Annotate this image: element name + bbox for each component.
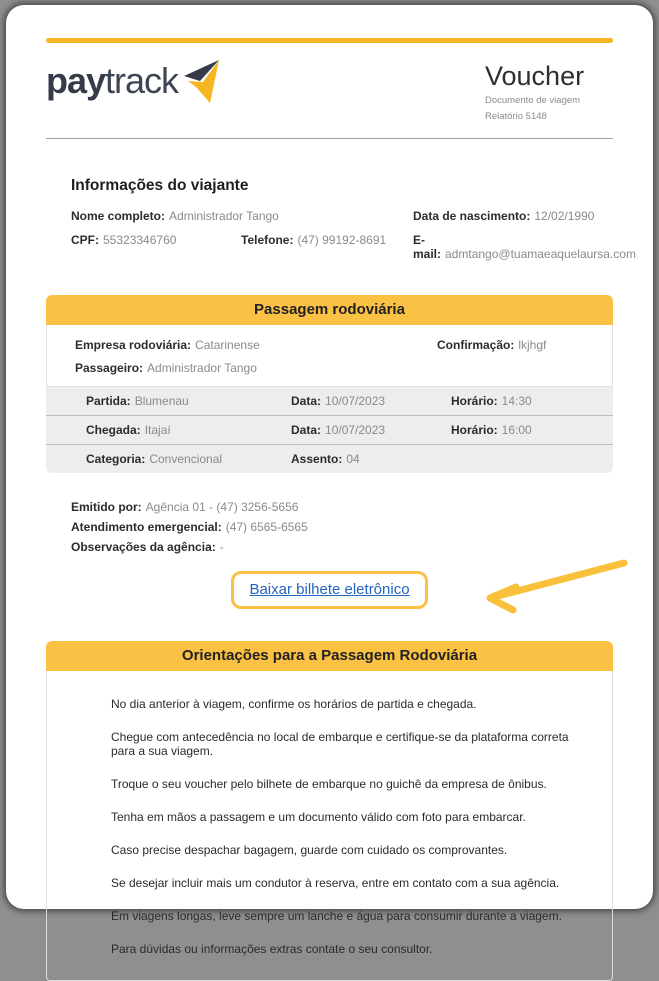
guidelines-section-header: Orientações para a Passagem Rodoviária [46,641,613,671]
seat-value: 04 [346,452,360,466]
bus-company-field [75,338,437,352]
departure-date-label: Data: [291,394,322,408]
logo-pay: pay [46,60,106,101]
guidelines-body [46,671,613,981]
guideline-item: Se desejar incluir mais um condutor à reserva, entre em contato com a sua agência. [111,876,560,890]
seat-field [291,452,451,466]
issuer-info-block [71,497,613,557]
arrival-date-field [291,423,451,437]
guideline-item: Caso precise despachar bagagem, guarde com cuidado os comprovantes. [111,843,508,857]
paytrack-logo [46,59,221,110]
paytrack-logo-text [46,59,178,103]
empty-cell [451,452,613,466]
guideline-item: Para dúvidas ou informações extras contate o seu consultor. [111,942,433,956]
departure-time-field [451,394,613,408]
phone-label: Telefone: [241,233,294,247]
traveler-name-field [71,209,413,223]
departure-value: Blumenau [134,394,189,408]
issued-by-label: Emitido por: [71,500,142,514]
ticket-section-header: Passagem rodoviária [46,295,613,325]
trip-details-table [46,387,613,473]
emergency-label: Atendimento emergencial: [71,520,222,534]
download-ticket-link[interactable]: Baixar bilhete eletrônico [249,581,410,598]
departure-label: Partida: [86,394,131,408]
voucher-card [6,5,653,956]
arrival-value: Itajaí [144,423,171,437]
arrival-date-label: Data: [291,423,322,437]
departure-time-value: 14:30 [501,394,532,408]
guideline-item: Tenha em mãos a passagem e um documento válido com foto para embarcar. [111,810,526,824]
category-label: Categoria: [86,452,146,466]
logo-track: track [105,60,179,101]
email-field [413,233,636,261]
table-row-arrival [46,415,613,444]
header-divider [46,138,613,139]
ticket-info-row [75,338,612,352]
confirmation-label: Confirmação: [437,338,515,352]
voucher-subtitle: Documento de viagem [485,95,581,106]
category-field [86,452,291,466]
arrival-time-field [451,423,613,437]
cpf-value: 55323346760 [103,233,177,247]
email-label: E-mail: [413,233,442,261]
passenger-field [75,361,612,375]
accent-rule [46,38,613,43]
download-ticket-button[interactable] [231,571,427,609]
page-header [46,59,613,122]
cpf-label: CPF: [71,233,99,247]
seat-label: Assento: [291,452,343,466]
phone-value: (47) 99192-8691 [297,233,387,247]
arrival-label: Chegada: [86,423,141,437]
table-row-departure [46,387,613,415]
voucher-header-block [485,61,613,122]
arrival-time-label: Horário: [451,423,498,437]
cpf-field [71,233,241,261]
issued-by-field [71,497,613,517]
guideline-item: Em viagens longas, leve sempre um lanche e água para consumir durante a viagem. [111,909,562,923]
table-row-category [46,444,613,473]
passenger-value: Administrador Tango [147,361,257,375]
name-value: Administrador Tango [169,209,279,223]
agency-notes-value: - [219,540,224,554]
confirmation-field [437,338,612,352]
guideline-item: No dia anterior à viagem, confirme os horários de partida e chegada. [111,697,477,711]
category-value: Convencional [149,452,223,466]
email-value: admtango@tuamaeaquelaursa.com [445,247,636,261]
name-label: Nome completo: [71,209,166,223]
departure-time-label: Horário: [451,394,498,408]
passenger-label: Passageiro: [75,361,144,375]
bus-company-value: Catarinense [195,338,260,352]
confirmation-value: lkjhgf [518,338,547,352]
guideline-item: Troque o seu voucher pelo bilhete de embarque no guichê da empresa de ônibus. [111,777,547,791]
download-button-area [46,569,613,619]
guideline-item: Chegue com antecedência no local de embarque e certifique-se da plataforma correta para a sua viagem. [111,730,569,758]
voucher-report-number: Relatório 5148 [485,111,547,122]
traveler-info-grid [71,209,636,261]
page-title: Voucher [485,61,585,91]
birthdate-field [413,209,636,223]
traveler-section-title: Informações do viajante [71,177,249,194]
paytrack-arrow-icon [183,59,221,110]
emergency-field [71,517,613,537]
emergency-value: (47) 6565-6565 [225,520,308,534]
birthdate-label: Data de nascimento: [413,209,531,223]
departure-date-value: 10/07/2023 [325,394,386,408]
arrival-time-value: 16:00 [501,423,532,437]
departure-date-field [291,394,451,408]
issued-by-value: Agência 01 - (47) 3256-5656 [145,500,299,514]
arrival-field [86,423,291,437]
departure-field [86,394,291,408]
arrival-date-value: 10/07/2023 [325,423,386,437]
agency-notes-label: Observações da agência: [71,540,216,554]
hand-drawn-arrow-icon [446,555,631,628]
phone-field [241,233,413,261]
ticket-info-box [46,325,613,387]
birthdate-value: 12/02/1990 [534,209,595,223]
agency-notes-field [71,537,613,557]
bus-company-label: Empresa rodoviária: [75,338,192,352]
